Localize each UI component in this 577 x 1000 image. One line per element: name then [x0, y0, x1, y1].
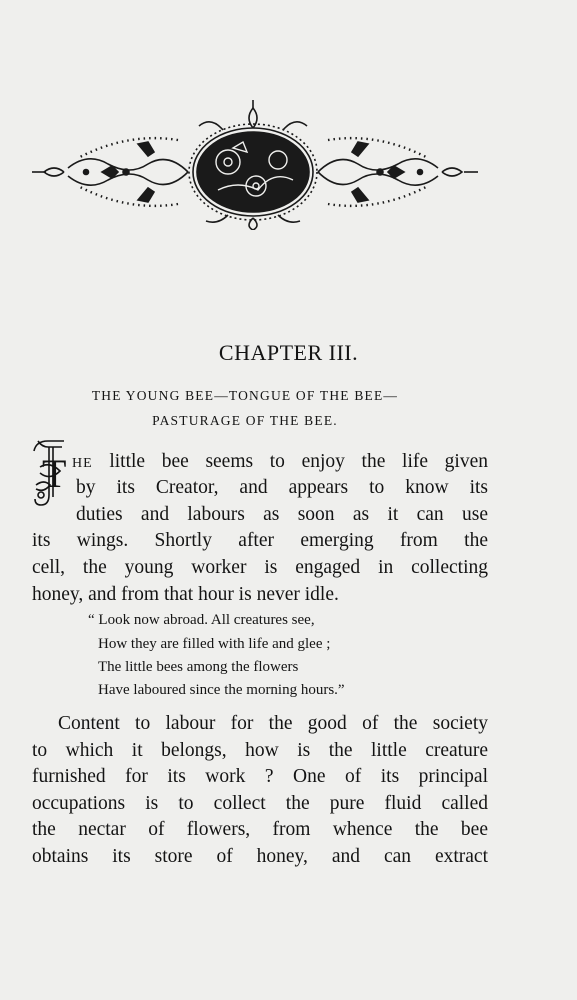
paragraph-2-line-4: occupations is to collect the pure fluid called	[32, 793, 488, 814]
paragraph-2-line-6: obtains its store of honey, and can extract	[32, 846, 488, 867]
paragraph-1-line-5: cell, the young worker is engaged in collecting	[32, 557, 488, 578]
drop-cap-letter: T	[42, 451, 66, 496]
paragraph-1-line-3: duties and labours as soon as it can use	[76, 504, 488, 525]
paragraph-2-line-5: the nectar of flowers, from whence the bee	[32, 819, 488, 840]
paragraph-1-smallcaps: HE	[72, 456, 93, 471]
paragraph-1-line-2: by its Creator, and appears to know its	[76, 477, 488, 498]
drop-cap-t	[32, 437, 66, 509]
paragraph-1-line-1-text: little bee seems to enjoy the life given	[92, 451, 488, 472]
chapter-subtitle-line-2: PASTURAGE OF THE BEE.	[152, 413, 338, 428]
chapter-subtitle-line-1: THE YOUNG BEE—TONGUE OF THE BEE—	[91, 388, 399, 403]
paragraph-1-line-1	[72, 452, 488, 472]
paragraph-1-line-6: honey, and from that hour is never idle.	[32, 584, 339, 605]
paragraph-2-line-1: Content to labour for the good of the society	[58, 713, 488, 734]
poem-line-2: How they are filled with life and glee ;	[98, 636, 331, 652]
poem-line-4: Have laboured since the morning hours.”	[98, 682, 345, 698]
paragraph-2-line-2: to which it belongs, how is the little creature	[32, 740, 488, 761]
chapter-title: CHAPTER III.	[218, 340, 359, 365]
floral-ornament-icon	[28, 100, 483, 230]
poem-line-1: “ Look now abroad. All creatures see,	[88, 612, 315, 628]
poem-line-3: The little bees among the flowers	[98, 659, 299, 675]
paragraph-1-line-4: its wings. Shortly after emerging from the	[32, 530, 488, 551]
paragraph-2-line-3: furnished for its work ? One of its principal	[32, 766, 488, 787]
